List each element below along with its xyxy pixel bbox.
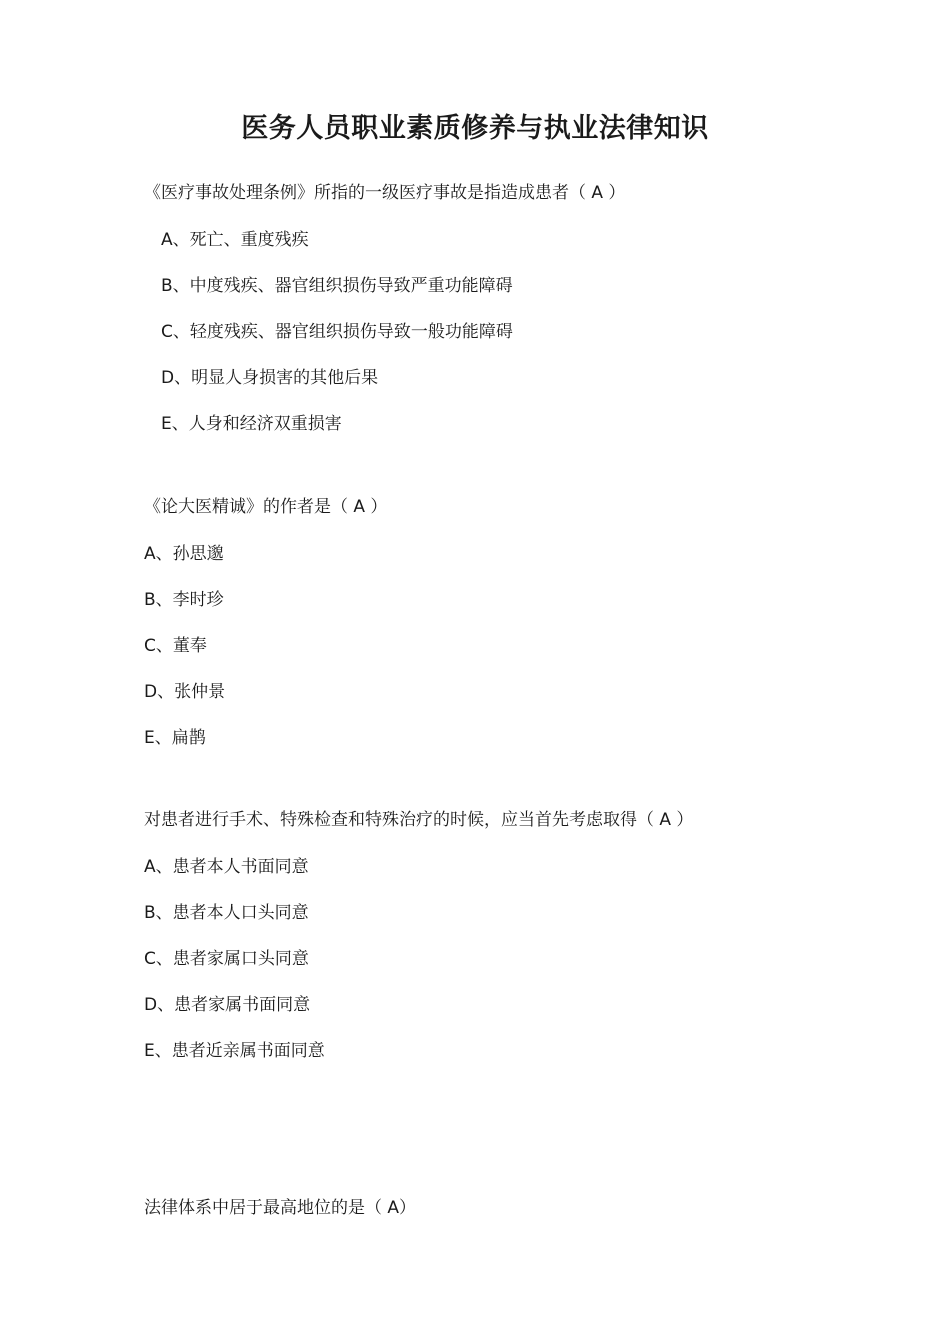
question-stem: 法律体系中居于最高地位的是（ A） xyxy=(144,1198,417,1218)
question-stem: 《医疗事故处理条例》所指的一级医疗事故是指造成患者（ A ） xyxy=(144,183,626,203)
answer-option: C、轻度残疾、器官组织损伤导致一般功能障碍 xyxy=(161,322,513,342)
answer-option: D、患者家属书面同意 xyxy=(144,995,311,1015)
answer-option: D、张仲景 xyxy=(144,682,226,702)
answer-option: C、董奉 xyxy=(144,636,207,656)
answer-option: D、明显人身损害的其他后果 xyxy=(161,368,379,388)
question-stem: 《论大医精诚》的作者是（ A ） xyxy=(144,497,388,517)
answer-option: B、李时珍 xyxy=(144,590,224,610)
answer-option: A、孙思邈 xyxy=(144,544,224,564)
answer-option: B、中度残疾、器官组织损伤导致严重功能障碍 xyxy=(161,276,513,296)
question-stem: 对患者进行手术、特殊检查和特殊治疗的时候，应当首先考虑取得（ A ） xyxy=(144,810,694,830)
document-title: 医务人员职业素质修养与执业法律知识 xyxy=(241,113,709,144)
answer-option: C、患者家属口头同意 xyxy=(144,949,309,969)
answer-option: B、患者本人口头同意 xyxy=(144,903,309,923)
answer-option: A、死亡、重度残疾 xyxy=(161,230,309,250)
answer-option: A、患者本人书面同意 xyxy=(144,857,309,877)
answer-option: E、人身和经济双重损害 xyxy=(161,414,342,434)
answer-option: E、扁鹊 xyxy=(144,728,206,748)
answer-option: E、患者近亲属书面同意 xyxy=(144,1041,325,1061)
